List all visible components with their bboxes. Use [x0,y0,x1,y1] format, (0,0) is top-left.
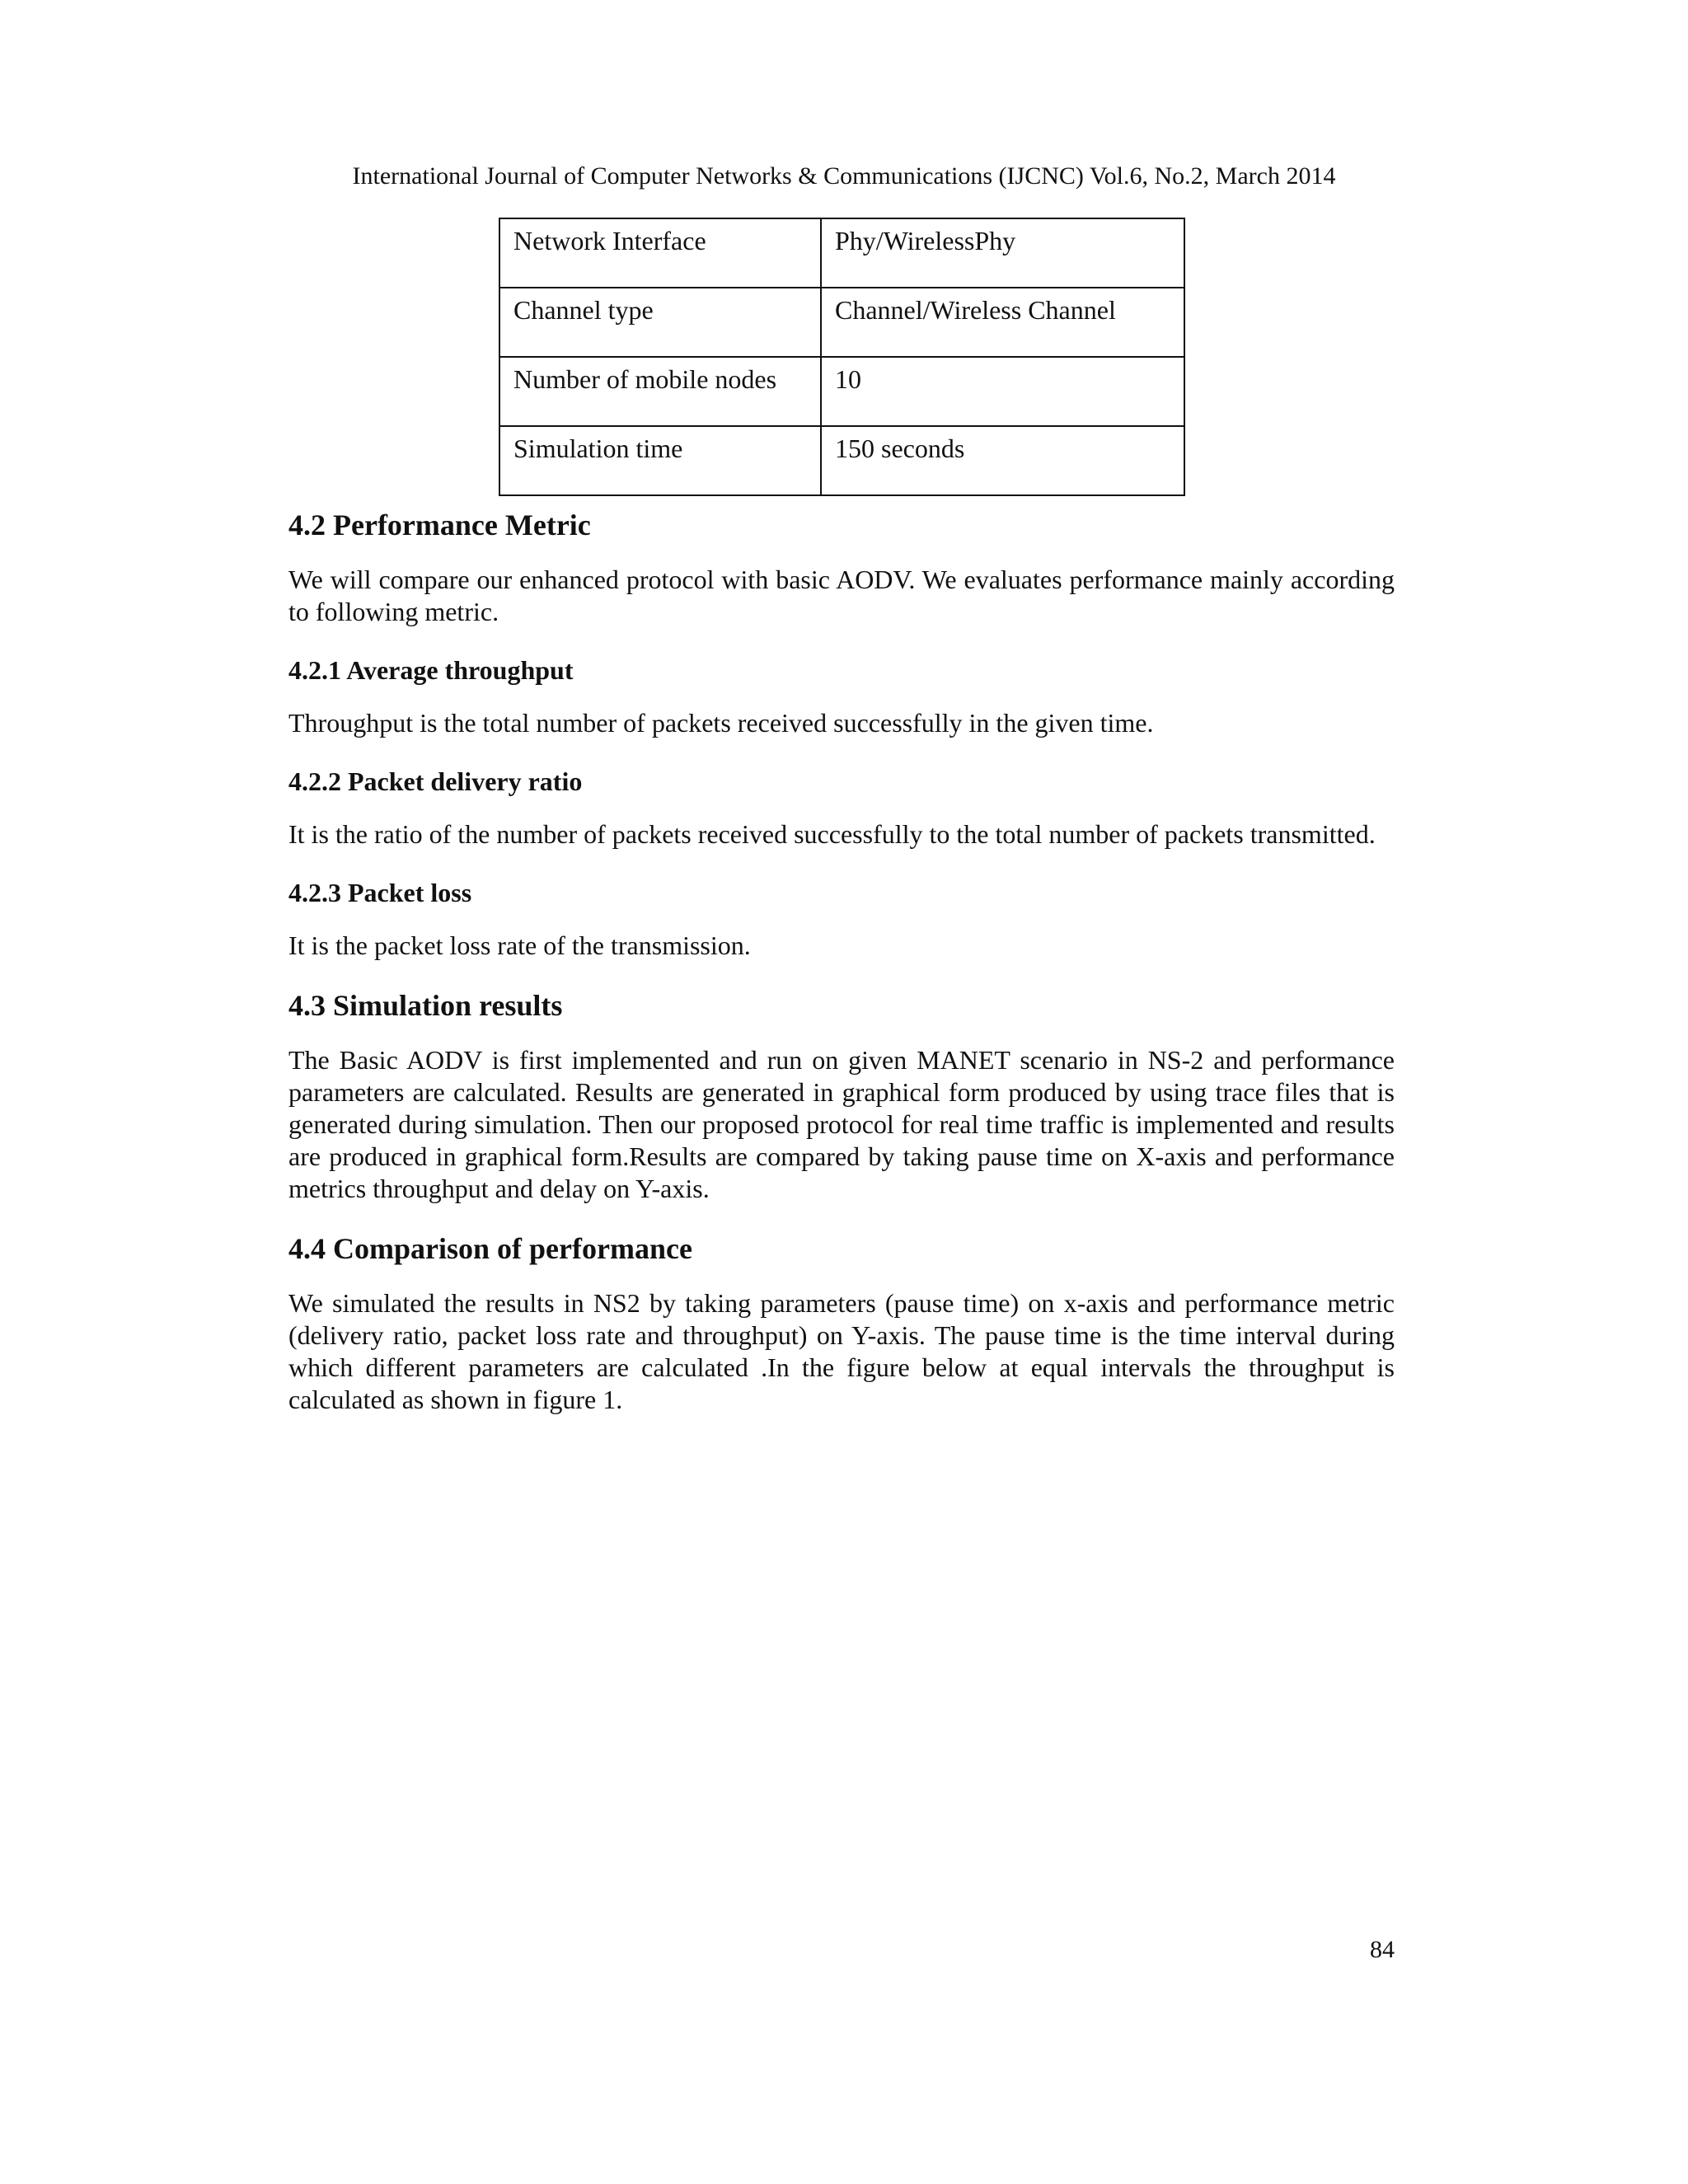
section-paragraph-4-2-1: Throughput is the total number of packets received successfully in the given time. [288,708,1154,738]
table-cell-value: Phy/WirelessPhy [821,218,1184,288]
simulation-parameters-table [499,218,1185,496]
table-cell-value: 150 seconds [821,426,1184,495]
section-paragraph-4-4: We simulated the results in NS2 by taking parameters (pause time) on x-axis and performance metric (delivery ratio, packet loss rate and throughput) on Y-axis. The pause time is the time interval during which different parameters are calculated .In the figure below at equal intervals the throughput is calculated as shown in figure 1. [288,1288,1395,1414]
section-paragraph-4-3: The Basic AODV is first implemented and run on given MANET scenario in NS-2 and performance parameters are calculated. Results are generated in graphical form produced by using trace files that is generated during simulation. Then our proposed protocol for real time traffic is implemented and results are produced in graphical form.Results are compared by taking pause time on X-axis and performance metrics throughput and delay on Y-axis. [288,1045,1395,1203]
table-row [499,357,1184,426]
section-heading-4-2-2: 4.2.2 Packet delivery ratio [288,766,583,796]
table-cell-value: Channel/Wireless Channel [821,288,1184,357]
section-paragraph-4-2: We will compare our enhanced protocol with basic AODV. We evaluates performance mainly according to following metric. [288,565,1395,626]
table-cell-param: Simulation time [499,426,821,495]
table-cell-param: Channel type [499,288,821,357]
section-paragraph-4-2-3: It is the packet loss rate of the transmission. [288,930,751,960]
page-number: 84 [1370,1936,1395,1963]
section-heading-4-2-3: 4.2.3 Packet loss [288,878,472,907]
section-heading-4-2-1: 4.2.1 Average throughput [288,655,574,685]
running-header: International Journal of Computer Networks & Communications (IJCNC) Vol.6, No.2, March 2014 [352,162,1336,190]
table-cell-param: Network Interface [499,218,821,288]
main-content [288,508,1395,1442]
table-cell-value: 10 [821,357,1184,426]
table-row [499,288,1184,357]
section-heading-4-4: 4.4 Comparison of performance [288,1232,692,1265]
table-row [499,426,1184,495]
section-heading-4-3: 4.3 Simulation results [288,989,563,1022]
table-row [499,218,1184,288]
section-heading-4-2: 4.2 Performance Metric [288,509,591,541]
table-cell-param: Number of mobile nodes [499,357,821,426]
section-paragraph-4-2-2: It is the ratio of the number of packets received successfully to the total number of packets transmitted. [288,819,1376,849]
